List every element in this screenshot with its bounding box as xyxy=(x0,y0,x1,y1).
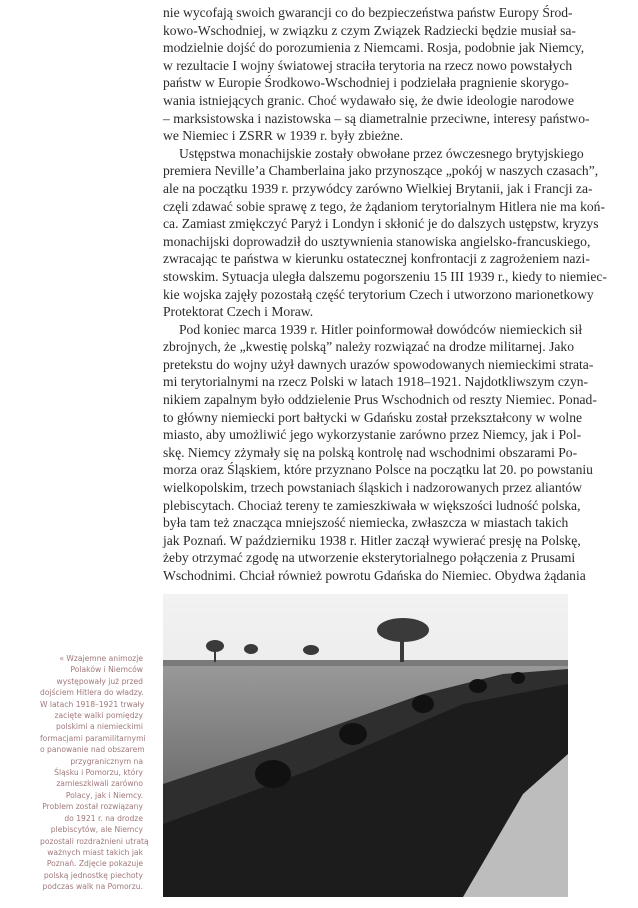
caption-line: przygranicznym na xyxy=(70,756,143,766)
caption-line: występowały już przed xyxy=(56,676,143,686)
body-line: państw w Europie Środkowo-Wschodniej i podzielała pragnienie skorygo- xyxy=(163,75,569,91)
caption-line: o panowanie nad obszarem xyxy=(40,745,145,755)
caption-line: ważnych miast takich jak xyxy=(47,847,143,857)
body-line: zbrojnych, że „kwestię polską” należy rozwiązać na drodze militarnej. Jako xyxy=(163,339,575,355)
caption-line: W latach 1918–1921 trwały xyxy=(40,699,145,709)
body-line: miasto, aby umożliwić jego wykorzystanie zarówno przez Niemcy, jak i Pol- xyxy=(163,427,582,443)
body-line: mi terytorialnymi na rzecz Polski w latach 1918–1921. Najdotkliwszym czyn- xyxy=(163,374,589,390)
body-line: Pod koniec marca 1939 r. Hitler poinformował dowódców niemieckich sił xyxy=(179,321,583,337)
body-line: jak Poznań. W październiku 1938 r. Hitler zaczął wywierać presję na Polskę, xyxy=(163,532,581,548)
body-line: Protektorat Czech i Moraw. xyxy=(163,304,314,320)
body-line: skę. Niemcy zżymały się na polską kontrolę nad wschodnimi obszarami Po- xyxy=(163,444,578,460)
body-line: żeby otrzymać zgodę na utworzenie eksterytorialnego połączenia z Prusami xyxy=(163,550,576,566)
body-line: Ustępstwa monachijskie zostały obwołane przez ówczesnego brytyjskiego xyxy=(179,145,584,161)
caption-line: zamieszkiwali zarówno xyxy=(56,779,143,789)
caption-line: plebiscytów, ale Niemcy xyxy=(50,825,143,835)
caption-line: do 1921 r. na drodze xyxy=(64,813,143,823)
caption-line: Śląsku i Pomorzu, który xyxy=(54,768,143,778)
body-line: morza oraz Śląskiem, które przyznano Polsce na początku lat 20. po powstaniu xyxy=(163,462,593,478)
body-line: plebiscytach. Chociaż tereny te zamieszkiwała w większości ludność polska, xyxy=(163,497,581,513)
body-line: nikiem zapalnym było oddzielenie Prus Wschodnich od reszty Niemiec. Ponad- xyxy=(163,392,597,408)
body-line: premiera Neville’a Chamberlaina jako przynoszące „pokój w naszych czasach”, xyxy=(163,163,599,179)
body-line: pretekstu do wojny użył dawnych urazów spowodowanych niemieckimi strata- xyxy=(163,356,594,372)
photo-polish-infantry-trench xyxy=(163,594,568,897)
caption-line: Polaków i Niemców xyxy=(70,665,143,675)
body-text xyxy=(163,4,607,585)
body-line: ale na początku 1939 r. przywódcy zarówno Wielkiej Brytanii, jak i Francji za- xyxy=(163,180,593,196)
body-line: wania istniejących granic. Choć wydawało się, że dwie ideologie narodowe xyxy=(163,92,575,108)
caption-line: Problem został rozwiązany xyxy=(42,802,143,812)
body-line: zwracając te państwa w kierunku ostatecznej konfrontacji z zagrożeniem nazi- xyxy=(163,251,590,267)
photo-caption xyxy=(40,653,149,893)
body-line: we Niemiec i ZSRR w 1939 r. były zbieżne. xyxy=(163,128,404,144)
caption-line: podczas walk na Pomorzu. xyxy=(42,882,143,892)
caption-line: polską jednostkę piechoty xyxy=(43,870,143,880)
caption-line: zacięte walki pomiędzy xyxy=(54,711,143,721)
caption-line: « Wzajemne animozje xyxy=(59,654,143,663)
caption-line: Polacy, jak i Niemcy. xyxy=(65,790,143,800)
body-line: wielkopolskim, trzech powstaniach śląskich i nadzorowanych przez aliantów xyxy=(163,480,583,496)
caption-line: dojściem Hitlera do władzy. xyxy=(40,688,144,698)
body-line: to główny niemiecki port bałtycki w Gdańsku został przekształcony w wolne xyxy=(163,409,583,425)
body-line: kowo-Wschodniej, w związku z czym Związek Radziecki będzie musiał sa- xyxy=(163,22,576,38)
body-line: nie wycofają swoich gwarancji co do bezpieczeństwa państw Europy Środ- xyxy=(163,5,573,20)
caption-line: Poznań. Zdjęcie pokazuje xyxy=(46,859,143,869)
body-line: ca. Zamiast zmiękczyć Paryż i Londyn i skłonić je do dalszych ustępstw, kryzys xyxy=(163,216,599,232)
body-line: – marksistowska i nazistowska – są diametralnie przeciwne, interesy państwo- xyxy=(163,110,590,126)
body-line: stowskim. Sytuacja uległa dalszemu pogorszeniu 15 III 1939 r., kiedy to niemiec- xyxy=(163,268,607,284)
body-line: monachijski doprowadził do usztywnienia stanowiska angielsko-francuskiego, xyxy=(163,233,591,249)
body-line: w rezultacie I wojny światowej straciła terytoria na rzecz nowo powstałych xyxy=(163,57,573,73)
body-line: częli zdawać sobie sprawę z tego, że żądaniom terytorialnym Hitlera nie ma koń- xyxy=(163,198,605,214)
body-line: Wschodnimi. Chciał również powrotu Gdańska do Niemiec. Obydwa żądania xyxy=(163,568,586,583)
body-line: modzielnie dojść do porozumienia z Niemcami. Rosja, podobnie jak Niemcy, xyxy=(163,40,585,56)
caption-line: formacjami paramilitarnymi xyxy=(40,733,146,743)
caption-line: pozostali rozdrażnieni utratą xyxy=(40,836,149,846)
body-line: kie wojska zajęły pozostałą część terytorium Czech i utworzono marionetkowy xyxy=(163,286,594,302)
body-line: była tam też znacząca mniejszość niemiecka, zwłaszcza w miastach takich xyxy=(163,515,569,531)
caption-line: polskimi a niemieckimi xyxy=(56,722,143,732)
